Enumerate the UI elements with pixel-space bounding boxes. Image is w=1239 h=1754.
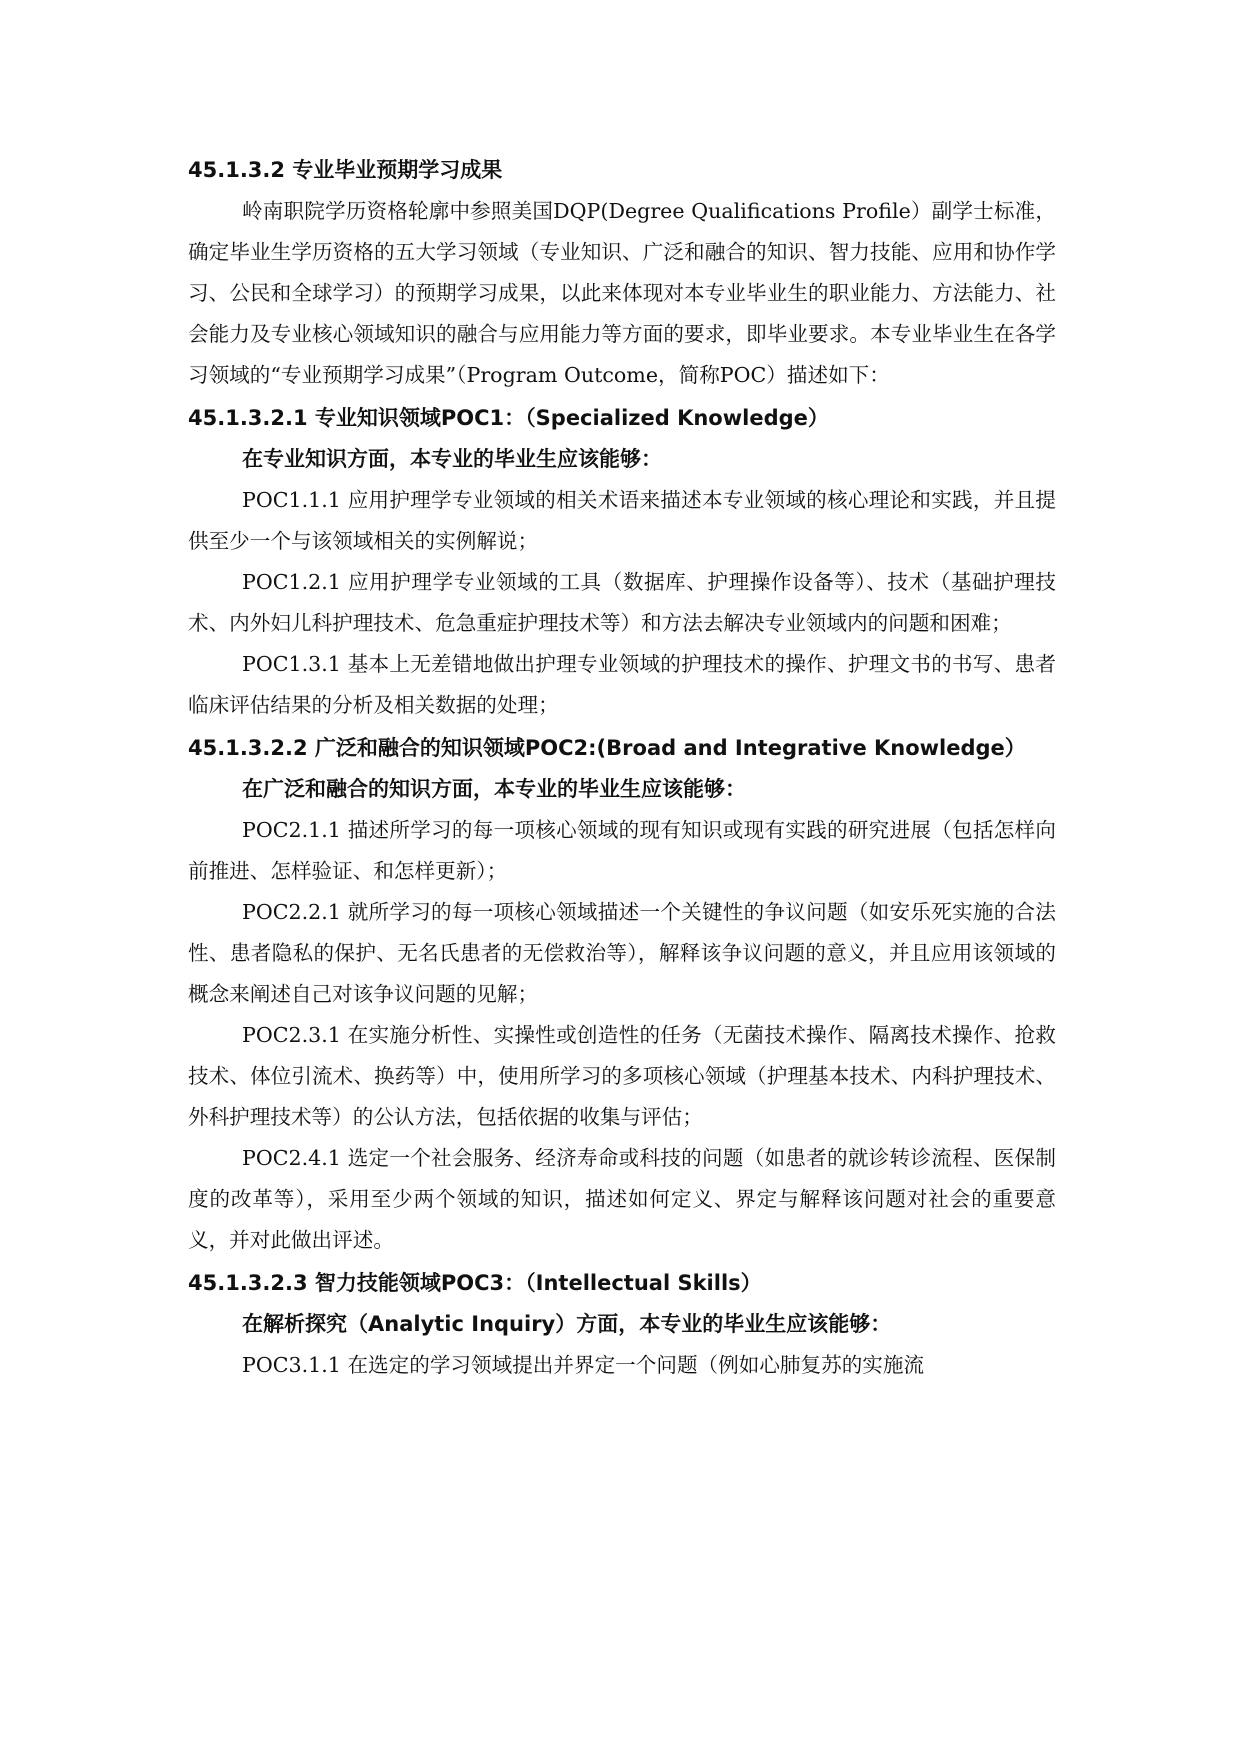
section-heading-45-1-3-2: 45.1.3.2 专业毕业预期学习成果 [188,158,503,182]
poc1-lead-text: 在专业知识方面，本专业的毕业生应该能够： [242,447,662,471]
poc3-1-1-paragraph: POC3.1.1 在选定的学习领域提出并界定一个问题（例如心肺复苏的实施流 [242,1353,925,1377]
section-heading-poc1: 45.1.3.2.1 专业知识领域POC1：（Specialized Knowledge） [188,406,829,430]
poc1-3-1-paragraph: POC1.3.1 基本上无差错地做出护理专业领域的护理技术的操作、护理文书的书写、患者临床评估结果的分析及相关数据的处理； [188,652,1056,717]
section-heading-poc3: 45.1.3.2.3 智力技能领域POC3：（Intellectual Skills） [188,1271,762,1295]
poc2-3-1-paragraph: POC2.3.1 在实施分析性、实操性或创造性的任务（无菌技术操作、隔离技术操作、抢救技术、体位引流术、换药等）中，使用所学习的多项核心领域（护理基本技术、内科护理技术、外科护理技术等）的公认方法，包括依据的收集与评估； [188,1023,1056,1129]
section-heading-poc2: 45.1.3.2.2 广泛和融合的知识领域POC2:(Broad and Integrative Knowledge） [188,736,1026,760]
intro-paragraph: 岭南职院学历资格轮廓中参照美国DQP(Degree Qualifications Profile）副学士标准，确定毕业生学历资格的五大学习领域（专业知识、广泛和融合的知识、智力技能、应用和协作学习、公民和全球学习）的预期学习成果，以此来体现对本专业毕业生的职业能力、方法能力、社会能力及专业核心领域知识的融合与应用能力等方面的要求，即毕业要求。本专业毕业生在各学习领域的“专业预期学习成果”（Program Outcome，简称POC）描述如下： [188,199,1056,387]
poc2-2-1-paragraph: POC2.2.1 就所学习的每一项核心领域描述一个关键性的争议问题（如安乐死实施的合法性、患者隐私的保护、无名氏患者的无偿救治等），解释该争议问题的意义，并且应用该领域的概念来阐述自己对该争议问题的见解； [188,900,1056,1006]
poc1-1-1-paragraph: POC1.1.1 应用护理学专业领域的相关术语来描述本专业领域的核心理论和实践，并且提供至少一个与该领域相关的实例解说； [188,488,1056,553]
poc2-1-1-paragraph: POC2.1.1 描述所学习的每一项核心领域的现有知识或现有实践的研究进展（包括怎样向前推进、怎样验证、和怎样更新）； [188,818,1056,883]
poc2-4-1-paragraph: POC2.4.1 选定一个社会服务、经济寿命或科技的问题（如患者的就诊转诊流程、医保制度的改革等），采用至少两个领域的知识，描述如何定义、界定与解释该问题对社会的重要意义，并对此做出评述。 [188,1146,1056,1252]
document-body [188,150,1056,1386]
poc2-lead-text: 在广泛和融合的知识方面，本专业的毕业生应该能够： [242,777,746,801]
poc1-2-1-paragraph: POC1.2.1 应用护理学专业领域的工具（数据库、护理操作设备等）、技术（基础护理技术、内外妇儿科护理技术、危急重症护理技术等）和方法去解决专业领域内的问题和困难； [188,570,1056,635]
poc3-lead-text: 在解析探究（Analytic Inquiry）方面，本专业的毕业生应该能够： [242,1312,892,1336]
